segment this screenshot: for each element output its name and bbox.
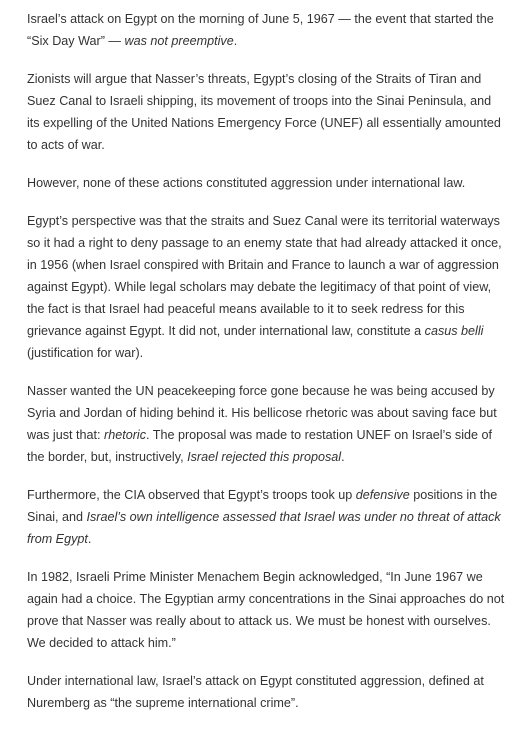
text-run: (justification for war). — [27, 346, 144, 360]
paragraph-7 — [27, 566, 505, 654]
text-run: Zionists will argue that Nasser’s threats, Egypt’s closing of the Straits of Tiran and Suez Canal to Israeli shipping, its movement of troops into the Sinai Peninsula, and its expelling of the United Nations Emergency Force (UNEF) all essentially amounted to acts of war. — [27, 72, 501, 152]
paragraph-2 — [27, 68, 505, 156]
paragraph-6 — [27, 484, 505, 550]
text-run: Nasser wanted the UN peacekeeping force gone because he was being accused by Syria and Jordan of hiding behind it. His bellicose rhetoric was about saving face but was just that: — [27, 384, 497, 442]
text-run: However, none of these actions constituted aggression under international law. — [27, 176, 466, 190]
text-run: . The proposal was made to restation UNEF on Israel’s side of the border, but, instructively, — [27, 428, 493, 464]
paragraph-3 — [27, 172, 505, 194]
text-run: . — [341, 450, 345, 464]
paragraph-1 — [27, 8, 505, 52]
text-run: Egypt’s perspective was that the straits and Suez Canal were its territorial waterways so it had a right to deny passage to an enemy state that had already attacked it once, in 1956 (when Israel conspired with Britain and France to launch a war of aggression against Egypt). While legal scholars may debate the legitimacy of that point of view, the fact is that Israel had peaceful means available to it to seek redress for this grievance against Egypt. It did not, under international law, constitute a — [27, 214, 502, 338]
text-run: Under international law, Israel’s attack on Egypt constituted aggression, defined at Nuremberg as “the supreme international crime”. — [27, 674, 484, 710]
text-run: positions in the Sinai, and — [27, 488, 498, 524]
paragraph-5 — [27, 380, 505, 468]
emphasis-text: defensive — [355, 488, 410, 502]
article-body — [27, 8, 505, 730]
emphasis-text: was not preemptive — [124, 34, 234, 48]
emphasis-text: rhetoric — [104, 428, 146, 442]
text-run: In 1982, Israeli Prime Minister Menachem Begin acknowledged, “In June 1967 we again had a choice. The Egyptian army concentrations in the Sinai approaches do not prove that Nasser was really about to attack us. We must be honest with ourselves. We decided to attack him.” — [27, 570, 505, 650]
paragraph-4 — [27, 210, 505, 364]
paragraph-8 — [27, 670, 505, 714]
emphasis-text: Israel rejected this proposal — [187, 450, 342, 464]
emphasis-text: Israel’s own intelligence assessed that Israel was under no threat of attack from Egypt — [27, 510, 501, 546]
text-run: Furthermore, the CIA observed that Egypt’s troops took up — [27, 488, 356, 502]
text-run: Israel’s attack on Egypt on the morning of June 5, 1967 — the event that started the “Six Day War” — — [27, 12, 494, 48]
emphasis-text: casus belli — [424, 324, 484, 338]
text-run: . — [87, 532, 92, 546]
text-run: . — [233, 34, 238, 48]
